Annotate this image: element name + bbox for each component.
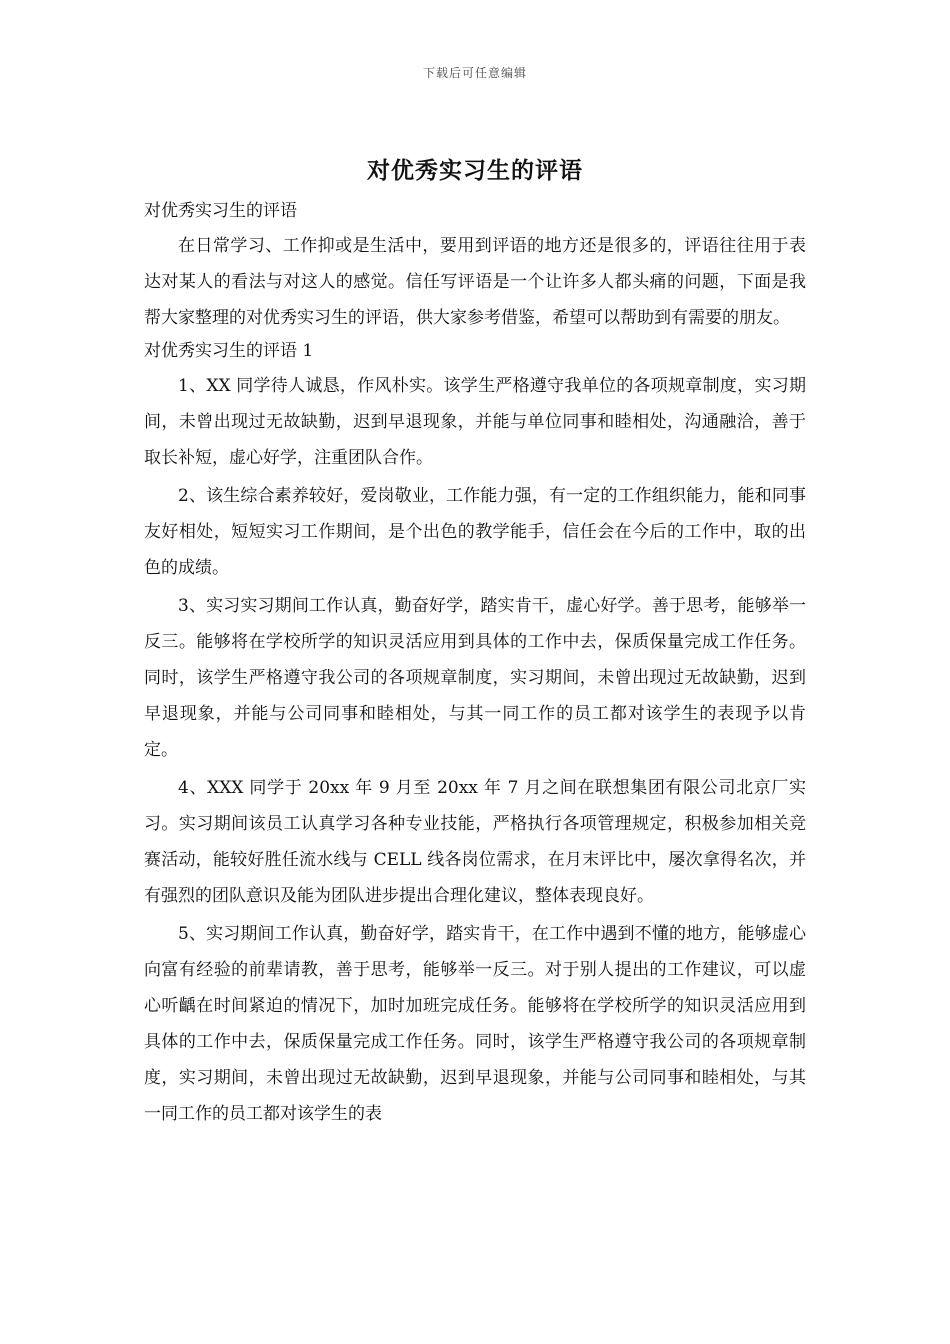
comment-item-4: 4、XXX 同学于 20xx 年 9 月至 20xx 年 7 月之间在联想集团有限公司北京厂实习。实习期间该员工认真学习各种专业技能，严格执行各项管理规定，积极参加相关竞赛活动，能较好胜任流水线与 CELL 线各岗位需求，在月末评比中，屡次拿得名次，并有强烈的团队意识及能为团队进步提出合理化建议，整体表现良好。 <box>144 778 806 906</box>
document-subtitle: 对优秀实习生的评语 <box>144 201 297 221</box>
comment-item-1: 1、XX 同学待人诚恳，作风朴实。该学生严格遵守我单位的各项规章制度，实习期间，未曾出现过无故缺勤，迟到早退现象，并能与单位同事和睦相处，沟通融洽，善于取长补短，虚心好学，注重团队合作。 <box>144 376 806 468</box>
header-note: 下载后可任意编辑 <box>422 66 527 80</box>
intro-paragraph: 在日常学习、工作抑或是生活中，要用到评语的地方还是很多的，评语往往用于表达对某人的看法与对这人的感觉。信任写评语是一个让许多人都头痛的问题，下面是我帮大家整理的对优秀实习生的评语，供大家参考借鉴，希望可以帮助到有需要的朋友。 <box>144 236 806 328</box>
section-heading: 对优秀实习生的评语 1 <box>144 341 314 361</box>
comment-item-5: 5、实习期间工作认真，勤奋好学，踏实肯干，在工作中遇到不懂的地方，能够虚心向富有经验的前辈请教，善于思考，能够举一反三。对于别人提出的工作建议，可以虚心听齲在时间紧迫的情况下，加时加班完成任务。能够将在学校所学的知识灵活应用到具体的工作中去，保质保量完成工作任务。同时，该学生严格遵守我公司的各项规章制度，实习期间，未曾出现过无故缺勤，迟到早退现象，并能与公司同事和睦相处，与其一同工作的员工都对该学生的表 <box>144 924 806 1124</box>
document-body <box>144 196 806 1134</box>
document-title: 对优秀实习生的评语 <box>367 157 583 184</box>
comment-item-2: 2、该生综合素养较好，爱岗敬业，工作能力强，有一定的工作组织能力，能和同事友好相处，短短实习工作期间，是个出色的教学能手，信任会在今后的工作中，取的出色的成绩。 <box>144 486 806 578</box>
comment-item-3: 3、实习实习期间工作认真，勤奋好学，踏实肯干，虚心好学。善于思考，能够举一反三。能够将在学校所学的知识灵活应用到具体的工作中去，保质保量完成工作任务。同时，该学生严格遵守我公司的各项规章制度，实习期间，未曾出现过无故缺勤，迟到早退现象，并能与公司同事和睦相处，与其一同工作的员工都对该学生的表现予以肯定。 <box>144 596 806 760</box>
